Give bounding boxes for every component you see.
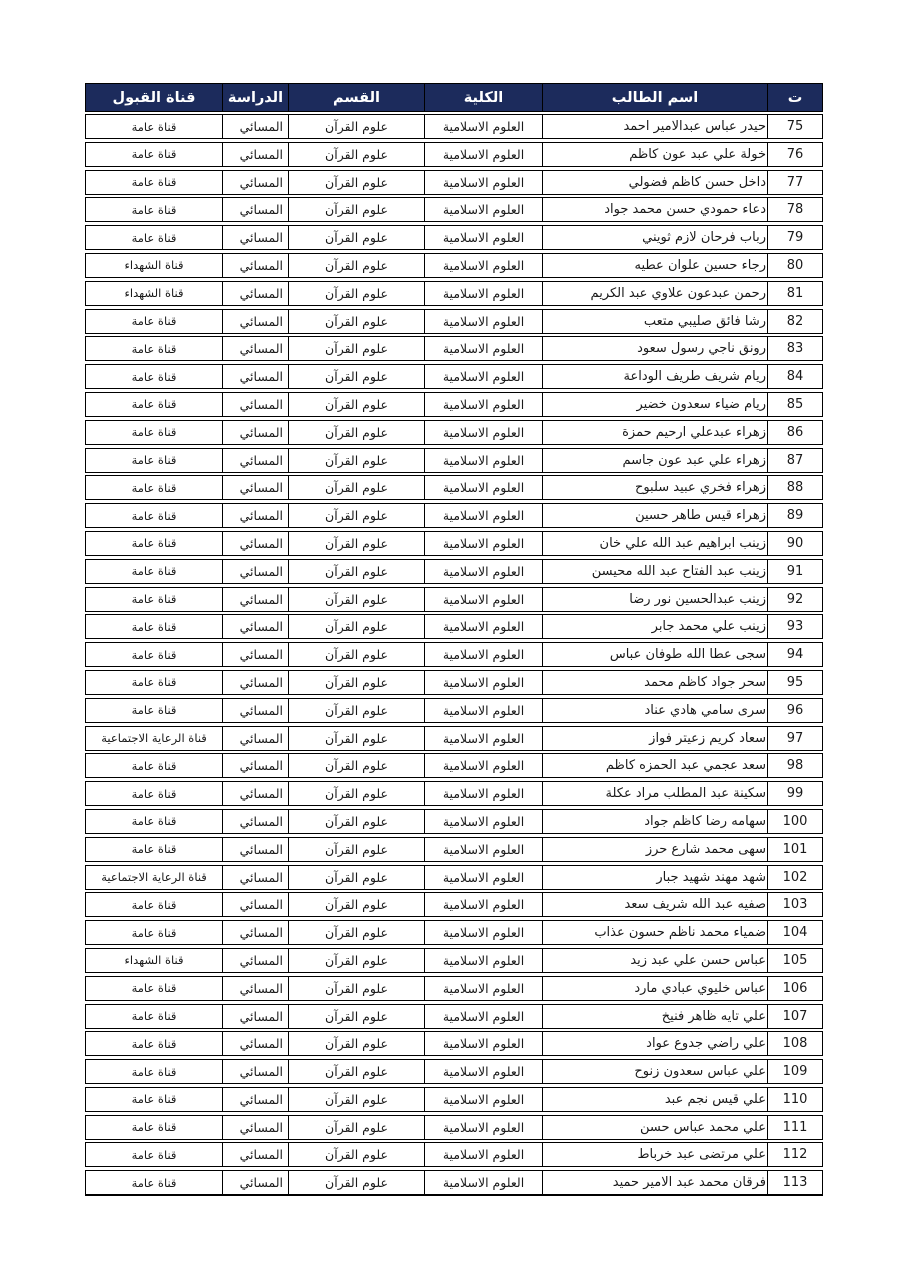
table-row [85,503,823,528]
row-number-cell: 94 [786,647,804,663]
admission-channel-cell: قناة الشهداء [86,949,223,972]
department-cell: علوم القرآن [289,198,425,221]
table-row [85,1087,823,1112]
department-cell: علوم القرآن [289,449,425,472]
department-cell: علوم القرآن [289,754,425,777]
study-type-cell: المسائي [223,198,289,221]
study-type-cell: المسائي [223,727,289,750]
admission-channel-cell: قناة عامة [86,226,223,249]
row-number-cell: 99 [786,786,804,802]
college-cell: العلوم الاسلامية [425,810,543,833]
college-cell: العلوم الاسلامية [425,754,543,777]
student-name-cell: زينب علي محمد جابر [543,615,768,638]
admission-channel-cell: قناة عامة [86,838,223,861]
table-row [85,170,823,195]
college-cell: العلوم الاسلامية [425,1088,543,1111]
admission-channel-cell: قناة عامة [86,1116,223,1139]
table-row [85,448,823,473]
admission-channel-cell: قناة الرعاية الاجتماعية [86,727,223,750]
admission-channel-cell: قناة عامة [86,365,223,388]
student-name-cell: سحر جواد كاظم محمد [543,671,768,694]
study-type-cell: المسائي [223,949,289,972]
department-cell: علوم القرآن [289,476,425,499]
table-row [85,865,823,890]
college-cell: العلوم الاسلامية [425,254,543,277]
college-cell: العلوم الاسلامية [425,727,543,750]
row-number-cell: 105 [782,952,808,968]
department-cell: علوم القرآن [289,838,425,861]
study-type-cell: المسائي [223,754,289,777]
admission-channel-cell: قناة عامة [86,310,223,333]
table-row [85,197,823,222]
admission-channel-cell: قناة عامة [86,1088,223,1111]
row-number-cell: 91 [786,563,804,579]
department-cell: علوم القرآن [289,810,425,833]
table-row [85,753,823,778]
table-row [85,559,823,584]
college-cell: العلوم الاسلامية [425,1032,543,1055]
table-row [85,892,823,917]
table-row [85,1170,823,1196]
row-number-cell: 88 [786,480,804,496]
student-name-cell: رونق ناجي رسول سعود [543,337,768,360]
row-number-cell: 86 [786,424,804,440]
college-cell: العلوم الاسلامية [425,949,543,972]
admission-channel-cell: قناة عامة [86,393,223,416]
college-cell: العلوم الاسلامية [425,588,543,611]
admission-channel-cell: قناة عامة [86,977,223,1000]
college-cell: العلوم الاسلامية [425,699,543,722]
student-name-cell: زينب عبدالحسين نور رضا [543,588,768,611]
table-row [85,920,823,945]
study-type-cell: المسائي [223,143,289,166]
table-row [85,670,823,695]
admission-channel-cell: قناة الشهداء [86,254,223,277]
student-name-cell: رشا فائق صليبي متعب [543,310,768,333]
student-name-cell: فرقان محمد عبد الامير حميد [543,1171,768,1194]
department-cell: علوم القرآن [289,921,425,944]
student-name-cell: ضمياء محمد ناظم حسون عذاب [543,921,768,944]
department-cell: علوم القرآن [289,421,425,444]
student-name-cell: ريام شريف طريف الوداعة [543,365,768,388]
row-number-cell: 106 [782,980,808,996]
table-row [85,281,823,306]
study-type-cell: المسائي [223,671,289,694]
study-type-cell: المسائي [223,643,289,666]
department-cell: علوم القرآن [289,560,425,583]
row-number-cell: 85 [786,396,804,412]
college-cell: العلوم الاسلامية [425,838,543,861]
admission-channel-cell: قناة عامة [86,198,223,221]
department-cell: علوم القرآن [289,532,425,555]
row-number-cell: 90 [786,535,804,551]
college-cell: العلوم الاسلامية [425,449,543,472]
study-type-cell: المسائي [223,921,289,944]
college-cell: العلوم الاسلامية [425,1116,543,1139]
department-cell: علوم القرآن [289,977,425,1000]
admission-channel-cell: قناة عامة [86,1171,223,1194]
table-header-row [85,83,823,112]
study-type-cell: المسائي [223,421,289,444]
row-number-cell: 109 [782,1064,808,1080]
college-cell: العلوم الاسلامية [425,115,543,138]
student-name-cell: رحمن عبدعون علاوي عبد الكريم [543,282,768,305]
college-cell: العلوم الاسلامية [425,1143,543,1166]
table-row [85,142,823,167]
student-name-cell: صفيه عبد الله شريف سعد [543,893,768,916]
row-number-cell: 82 [786,313,804,329]
student-name-cell: زهراء فخري عبيد سلبوح [543,476,768,499]
college-cell: العلوم الاسلامية [425,143,543,166]
table-row [85,531,823,556]
college-cell: العلوم الاسلامية [425,1171,543,1194]
department-cell: علوم القرآن [289,1171,425,1194]
student-name-cell: عباس خليوي عبادي مارد [543,977,768,1000]
header-admission-channel: قناة القبول [86,84,223,111]
table-row [85,336,823,361]
college-cell: العلوم الاسلامية [425,504,543,527]
admission-channel-cell: قناة عامة [86,532,223,555]
table-row [85,642,823,667]
admission-channel-cell: قناة الشهداء [86,282,223,305]
header-study-type: الدراسة [223,84,289,111]
study-type-cell: المسائي [223,393,289,416]
student-name-cell: حيدر عباس عبدالامير احمد [543,115,768,138]
study-type-cell: المسائي [223,560,289,583]
college-cell: العلوم الاسلامية [425,532,543,555]
student-name-cell: زهراء قيس طاهر حسين [543,504,768,527]
row-number-cell: 103 [782,897,808,913]
department-cell: علوم القرآن [289,143,425,166]
study-type-cell: المسائي [223,226,289,249]
department-cell: علوم القرآن [289,337,425,360]
study-type-cell: المسائي [223,310,289,333]
table-row [85,309,823,334]
row-number-cell: 84 [786,369,804,385]
admission-channel-cell: قناة عامة [86,1060,223,1083]
table-body [85,114,823,1196]
row-number-cell: 100 [782,813,808,829]
row-number-cell: 81 [786,285,804,301]
study-type-cell: المسائي [223,977,289,1000]
study-type-cell: المسائي [223,115,289,138]
department-cell: علوم القرآن [289,1060,425,1083]
department-cell: علوم القرآن [289,226,425,249]
department-cell: علوم القرآن [289,615,425,638]
department-cell: علوم القرآن [289,866,425,889]
study-type-cell: المسائي [223,893,289,916]
study-type-cell: المسائي [223,838,289,861]
college-cell: العلوم الاسلامية [425,893,543,916]
college-cell: العلوم الاسلامية [425,337,543,360]
admission-channel-cell: قناة عامة [86,643,223,666]
department-cell: علوم القرآن [289,643,425,666]
college-cell: العلوم الاسلامية [425,643,543,666]
student-name-cell: رباب فرحان لازم ثويني [543,226,768,249]
row-number-cell: 112 [782,1147,808,1163]
college-cell: العلوم الاسلامية [425,171,543,194]
admission-channel-cell: قناة عامة [86,143,223,166]
row-number-cell: 92 [786,591,804,607]
admission-channel-cell: قناة عامة [86,699,223,722]
student-name-cell: شهد مهند شهيد جبار [543,866,768,889]
row-number-cell: 110 [782,1091,808,1107]
department-cell: علوم القرآن [289,393,425,416]
department-cell: علوم القرآن [289,115,425,138]
table-row [85,1004,823,1029]
student-name-cell: زينب ابراهيم عبد الله علي خان [543,532,768,555]
row-number-cell: 79 [786,230,804,246]
admission-channel-cell: قناة عامة [86,560,223,583]
study-type-cell: المسائي [223,365,289,388]
student-name-cell: رجاء حسين علوان عطيه [543,254,768,277]
department-cell: علوم القرآن [289,727,425,750]
study-type-cell: المسائي [223,449,289,472]
college-cell: العلوم الاسلامية [425,1060,543,1083]
admission-channel-cell: قناة عامة [86,782,223,805]
college-cell: العلوم الاسلامية [425,615,543,638]
department-cell: علوم القرآن [289,254,425,277]
department-cell: علوم القرآن [289,171,425,194]
department-cell: علوم القرآن [289,365,425,388]
student-name-cell: سرى سامي هادي عناد [543,699,768,722]
admission-channel-cell: قناة عامة [86,476,223,499]
table-row [85,475,823,500]
row-number-cell: 111 [782,1119,808,1135]
student-name-cell: علي عباس سعدون زنوح [543,1060,768,1083]
admission-channel-cell: قناة عامة [86,893,223,916]
study-type-cell: المسائي [223,1005,289,1028]
row-number-cell: 75 [786,119,804,134]
admissions-table [85,83,823,1196]
student-name-cell: سكينة عبد المطلب مراد عكلة [543,782,768,805]
college-cell: العلوم الاسلامية [425,365,543,388]
study-type-cell: المسائي [223,476,289,499]
department-cell: علوم القرآن [289,310,425,333]
table-row [85,948,823,973]
study-type-cell: المسائي [223,866,289,889]
row-number-cell: 104 [782,925,808,941]
study-type-cell: المسائي [223,282,289,305]
study-type-cell: المسائي [223,1171,289,1194]
college-cell: العلوم الاسلامية [425,921,543,944]
study-type-cell: المسائي [223,504,289,527]
admission-channel-cell: قناة عامة [86,1005,223,1028]
table-row [85,809,823,834]
row-number-cell: 95 [786,674,804,690]
study-type-cell: المسائي [223,810,289,833]
study-type-cell: المسائي [223,615,289,638]
admission-channel-cell: قناة عامة [86,1032,223,1055]
row-number-cell: 78 [786,202,804,218]
admission-channel-cell: قناة عامة [86,171,223,194]
table-row [85,420,823,445]
college-cell: العلوم الاسلامية [425,393,543,416]
table-row [85,364,823,389]
row-number-cell: 83 [786,341,804,357]
header-student-name: اسم الطالب [543,84,768,111]
study-type-cell: المسائي [223,171,289,194]
admission-channel-cell: قناة عامة [86,337,223,360]
department-cell: علوم القرآن [289,949,425,972]
admission-channel-cell: قناة عامة [86,504,223,527]
college-cell: العلوم الاسلامية [425,421,543,444]
student-name-cell: زهراء علي عبد عون جاسم [543,449,768,472]
row-number-cell: 80 [786,257,804,273]
student-name-cell: علي تايه ظاهر فنيخ [543,1005,768,1028]
college-cell: العلوم الاسلامية [425,782,543,805]
study-type-cell: المسائي [223,1116,289,1139]
department-cell: علوم القرآن [289,893,425,916]
student-name-cell: سعد عجمي عبد الحمزه كاظم [543,754,768,777]
table-row [85,253,823,278]
college-cell: العلوم الاسلامية [425,282,543,305]
table-row [85,837,823,862]
study-type-cell: المسائي [223,337,289,360]
row-number-cell: 107 [782,1008,808,1024]
row-number-cell: 108 [782,1036,808,1052]
table-row [85,698,823,723]
study-type-cell: المسائي [223,1143,289,1166]
student-name-cell: زينب عبد الفتاح عبد الله محيسن [543,560,768,583]
table-row [85,781,823,806]
admission-channel-cell: قناة عامة [86,421,223,444]
student-name-cell: دعاء حمودي حسن محمد جواد [543,198,768,221]
admission-channel-cell: قناة عامة [86,921,223,944]
student-name-cell: سجى عطا الله طوفان عباس [543,643,768,666]
admission-channel-cell: قناة عامة [86,810,223,833]
admission-channel-cell: قناة عامة [86,588,223,611]
row-number-cell: 97 [786,730,804,746]
study-type-cell: المسائي [223,254,289,277]
department-cell: علوم القرآن [289,671,425,694]
student-name-cell: سعاد كريم زعيتر فواز [543,727,768,750]
row-number-cell: 87 [786,452,804,468]
table-row [85,225,823,250]
study-type-cell: المسائي [223,588,289,611]
row-number-cell: 101 [782,841,808,857]
student-name-cell: خولة علي عبد عون كاظم [543,143,768,166]
header-college: الكلية [425,84,543,111]
student-name-cell: داخل حسن كاظم فضولي [543,171,768,194]
student-name-cell: سهى محمد شارع حرز [543,838,768,861]
row-number-cell: 96 [786,702,804,718]
study-type-cell: المسائي [223,782,289,805]
college-cell: العلوم الاسلامية [425,226,543,249]
table-row [85,976,823,1001]
study-type-cell: المسائي [223,1032,289,1055]
department-cell: علوم القرآن [289,1143,425,1166]
department-cell: علوم القرآن [289,504,425,527]
student-name-cell: علي قيس نجم عبد [543,1088,768,1111]
student-name-cell: زهراء عبدعلي ارحيم حمزة [543,421,768,444]
college-cell: العلوم الاسلامية [425,560,543,583]
row-number-cell: 77 [786,174,804,190]
department-cell: علوم القرآن [289,588,425,611]
table-row [85,1115,823,1140]
college-cell: العلوم الاسلامية [425,476,543,499]
header-department: القسم [289,84,425,111]
department-cell: علوم القرآن [289,782,425,805]
department-cell: علوم القرآن [289,1005,425,1028]
table-row [85,114,823,139]
college-cell: العلوم الاسلامية [425,977,543,1000]
department-cell: علوم القرآن [289,699,425,722]
department-cell: علوم القرآن [289,282,425,305]
admission-channel-cell: قناة عامة [86,449,223,472]
college-cell: العلوم الاسلامية [425,310,543,333]
student-name-cell: ريام ضياء سعدون خضير [543,393,768,416]
student-name-cell: علي مرتضى عبد خرباط [543,1143,768,1166]
department-cell: علوم القرآن [289,1116,425,1139]
college-cell: العلوم الاسلامية [425,671,543,694]
table-row [85,1031,823,1056]
student-name-cell: سهامه رضا كاظم جواد [543,810,768,833]
college-cell: العلوم الاسلامية [425,866,543,889]
row-number-cell: 93 [786,619,804,635]
admission-channel-cell: قناة عامة [86,115,223,138]
student-name-cell: علي راضي جدوع عواد [543,1032,768,1055]
admission-channel-cell: قناة عامة [86,671,223,694]
department-cell: علوم القرآن [289,1032,425,1055]
table-row [85,726,823,751]
table-row [85,587,823,612]
study-type-cell: المسائي [223,1088,289,1111]
row-number-cell: 76 [786,146,804,162]
row-number-cell: 89 [786,508,804,524]
student-name-cell: علي محمد عباس حسن [543,1116,768,1139]
table-row [85,392,823,417]
admission-channel-cell: قناة الرعاية الاجتماعية [86,866,223,889]
row-number-cell: 98 [786,758,804,774]
admission-channel-cell: قناة عامة [86,754,223,777]
admission-channel-cell: قناة عامة [86,1143,223,1166]
student-name-cell: عباس حسن علي عبد زيد [543,949,768,972]
table-row [85,614,823,639]
study-type-cell: المسائي [223,699,289,722]
row-number-cell: 113 [782,1175,808,1191]
table-row [85,1142,823,1167]
college-cell: العلوم الاسلامية [425,1005,543,1028]
study-type-cell: المسائي [223,532,289,555]
table-row [85,1059,823,1084]
row-number-cell: 102 [782,869,808,885]
college-cell: العلوم الاسلامية [425,198,543,221]
department-cell: علوم القرآن [289,1088,425,1111]
study-type-cell: المسائي [223,1060,289,1083]
header-row-number: ت [787,89,803,106]
admission-channel-cell: قناة عامة [86,615,223,638]
